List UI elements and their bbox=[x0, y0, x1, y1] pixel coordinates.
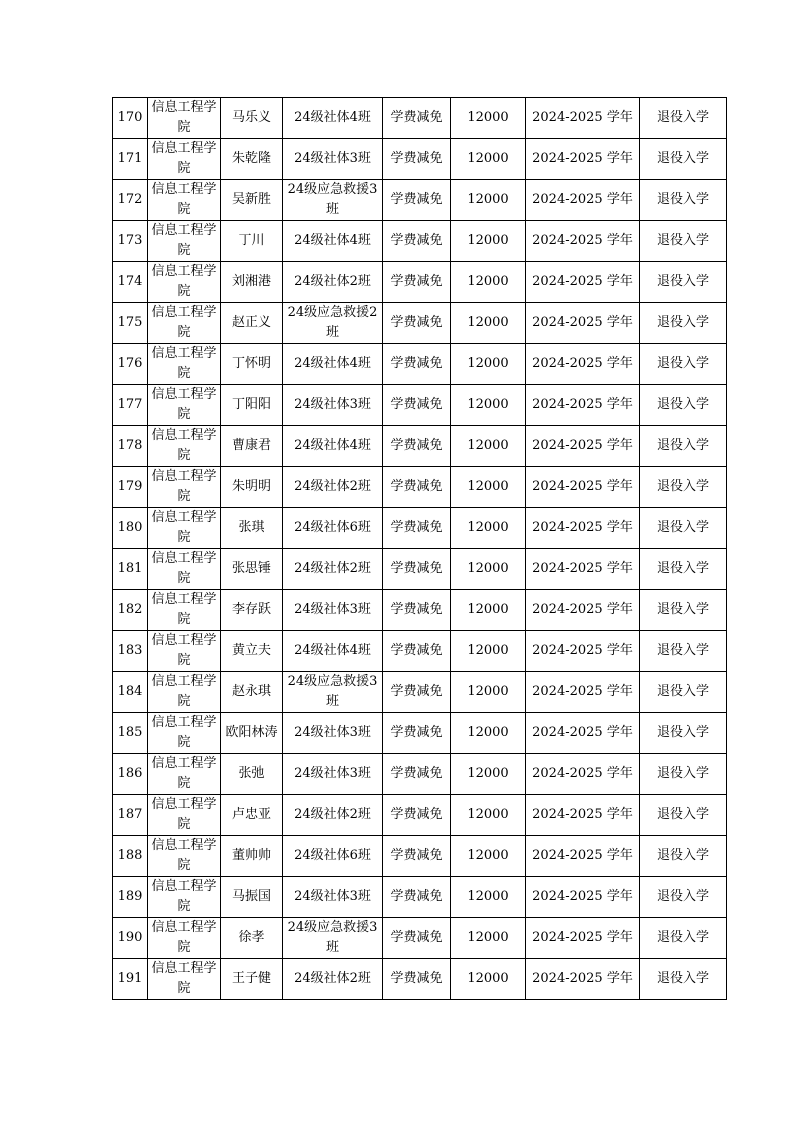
college-cell: 信息工程学院 bbox=[148, 672, 221, 713]
class-cell: 24级应急救援3班 bbox=[283, 918, 383, 959]
table-row bbox=[113, 713, 727, 754]
academic-year-cell: 2024-2025 学年 bbox=[526, 221, 640, 262]
academic-year-cell: 2024-2025 学年 bbox=[526, 795, 640, 836]
student-name-cell: 吴新胜 bbox=[221, 180, 283, 221]
academic-year-cell: 2024-2025 学年 bbox=[526, 877, 640, 918]
amount-cell: 12000 bbox=[451, 385, 526, 426]
amount-cell: 12000 bbox=[451, 590, 526, 631]
table-row bbox=[113, 426, 727, 467]
reason-cell: 退役入学 bbox=[640, 508, 727, 549]
amount-cell: 12000 bbox=[451, 139, 526, 180]
reason-cell: 退役入学 bbox=[640, 795, 727, 836]
row-number: 180 bbox=[113, 508, 148, 549]
college-cell: 信息工程学院 bbox=[148, 426, 221, 467]
student-name-cell: 马振国 bbox=[221, 877, 283, 918]
student-name-cell: 张琪 bbox=[221, 508, 283, 549]
aid-type-cell: 学费减免 bbox=[383, 549, 451, 590]
aid-type-cell: 学费减免 bbox=[383, 836, 451, 877]
academic-year-cell: 2024-2025 学年 bbox=[526, 631, 640, 672]
student-name-cell: 刘湘港 bbox=[221, 262, 283, 303]
class-cell: 24级社体3班 bbox=[283, 385, 383, 426]
table-row bbox=[113, 590, 727, 631]
amount-cell: 12000 bbox=[451, 180, 526, 221]
class-cell: 24级社体3班 bbox=[283, 713, 383, 754]
table-row bbox=[113, 754, 727, 795]
student-name-cell: 马乐义 bbox=[221, 98, 283, 139]
row-number: 178 bbox=[113, 426, 148, 467]
amount-cell: 12000 bbox=[451, 713, 526, 754]
table-body bbox=[113, 98, 727, 1000]
class-cell: 24级社体6班 bbox=[283, 836, 383, 877]
student-name-cell: 丁阳阳 bbox=[221, 385, 283, 426]
row-number: 172 bbox=[113, 180, 148, 221]
aid-type-cell: 学费减免 bbox=[383, 754, 451, 795]
table-row bbox=[113, 180, 727, 221]
amount-cell: 12000 bbox=[451, 98, 526, 139]
aid-type-cell: 学费减免 bbox=[383, 959, 451, 1000]
aid-type-cell: 学费减免 bbox=[383, 221, 451, 262]
class-cell: 24级社体2班 bbox=[283, 549, 383, 590]
row-number: 170 bbox=[113, 98, 148, 139]
academic-year-cell: 2024-2025 学年 bbox=[526, 836, 640, 877]
class-cell: 24级社体2班 bbox=[283, 959, 383, 1000]
student-name-cell: 朱乾隆 bbox=[221, 139, 283, 180]
academic-year-cell: 2024-2025 学年 bbox=[526, 713, 640, 754]
row-number: 184 bbox=[113, 672, 148, 713]
class-cell: 24级社体4班 bbox=[283, 631, 383, 672]
row-number: 177 bbox=[113, 385, 148, 426]
reason-cell: 退役入学 bbox=[640, 467, 727, 508]
table-row bbox=[113, 918, 727, 959]
college-cell: 信息工程学院 bbox=[148, 303, 221, 344]
reason-cell: 退役入学 bbox=[640, 836, 727, 877]
row-number: 186 bbox=[113, 754, 148, 795]
college-cell: 信息工程学院 bbox=[148, 262, 221, 303]
college-cell: 信息工程学院 bbox=[148, 754, 221, 795]
student-name-cell: 卢忠亚 bbox=[221, 795, 283, 836]
college-cell: 信息工程学院 bbox=[148, 221, 221, 262]
table-row bbox=[113, 385, 727, 426]
amount-cell: 12000 bbox=[451, 672, 526, 713]
student-name-cell: 王子健 bbox=[221, 959, 283, 1000]
aid-type-cell: 学费减免 bbox=[383, 139, 451, 180]
college-cell: 信息工程学院 bbox=[148, 508, 221, 549]
student-name-cell: 丁怀明 bbox=[221, 344, 283, 385]
college-cell: 信息工程学院 bbox=[148, 549, 221, 590]
academic-year-cell: 2024-2025 学年 bbox=[526, 344, 640, 385]
reason-cell: 退役入学 bbox=[640, 877, 727, 918]
reason-cell: 退役入学 bbox=[640, 303, 727, 344]
class-cell: 24级社体4班 bbox=[283, 344, 383, 385]
amount-cell: 12000 bbox=[451, 549, 526, 590]
amount-cell: 12000 bbox=[451, 959, 526, 1000]
student-name-cell: 董帅帅 bbox=[221, 836, 283, 877]
aid-type-cell: 学费减免 bbox=[383, 385, 451, 426]
aid-type-cell: 学费减免 bbox=[383, 918, 451, 959]
amount-cell: 12000 bbox=[451, 836, 526, 877]
aid-type-cell: 学费减免 bbox=[383, 877, 451, 918]
table-row bbox=[113, 795, 727, 836]
academic-year-cell: 2024-2025 学年 bbox=[526, 590, 640, 631]
academic-year-cell: 2024-2025 学年 bbox=[526, 918, 640, 959]
row-number: 183 bbox=[113, 631, 148, 672]
table-row bbox=[113, 98, 727, 139]
reason-cell: 退役入学 bbox=[640, 754, 727, 795]
reason-cell: 退役入学 bbox=[640, 590, 727, 631]
reason-cell: 退役入学 bbox=[640, 426, 727, 467]
table-row bbox=[113, 467, 727, 508]
reason-cell: 退役入学 bbox=[640, 344, 727, 385]
student-name-cell: 张思锤 bbox=[221, 549, 283, 590]
aid-type-cell: 学费减免 bbox=[383, 426, 451, 467]
academic-year-cell: 2024-2025 学年 bbox=[526, 262, 640, 303]
reason-cell: 退役入学 bbox=[640, 672, 727, 713]
amount-cell: 12000 bbox=[451, 262, 526, 303]
class-cell: 24级社体3班 bbox=[283, 139, 383, 180]
table-row bbox=[113, 877, 727, 918]
row-number: 190 bbox=[113, 918, 148, 959]
row-number: 179 bbox=[113, 467, 148, 508]
academic-year-cell: 2024-2025 学年 bbox=[526, 508, 640, 549]
college-cell: 信息工程学院 bbox=[148, 467, 221, 508]
aid-type-cell: 学费减免 bbox=[383, 795, 451, 836]
reason-cell: 退役入学 bbox=[640, 959, 727, 1000]
academic-year-cell: 2024-2025 学年 bbox=[526, 385, 640, 426]
aid-type-cell: 学费减免 bbox=[383, 713, 451, 754]
class-cell: 24级社体2班 bbox=[283, 262, 383, 303]
academic-year-cell: 2024-2025 学年 bbox=[526, 426, 640, 467]
row-number: 185 bbox=[113, 713, 148, 754]
row-number: 174 bbox=[113, 262, 148, 303]
amount-cell: 12000 bbox=[451, 918, 526, 959]
student-name-cell: 黄立夫 bbox=[221, 631, 283, 672]
college-cell: 信息工程学院 bbox=[148, 631, 221, 672]
amount-cell: 12000 bbox=[451, 221, 526, 262]
aid-type-cell: 学费减免 bbox=[383, 467, 451, 508]
amount-cell: 12000 bbox=[451, 795, 526, 836]
aid-type-cell: 学费减免 bbox=[383, 590, 451, 631]
academic-year-cell: 2024-2025 学年 bbox=[526, 467, 640, 508]
row-number: 187 bbox=[113, 795, 148, 836]
student-name-cell: 徐孝 bbox=[221, 918, 283, 959]
row-number: 173 bbox=[113, 221, 148, 262]
row-number: 176 bbox=[113, 344, 148, 385]
reason-cell: 退役入学 bbox=[640, 139, 727, 180]
reason-cell: 退役入学 bbox=[640, 918, 727, 959]
college-cell: 信息工程学院 bbox=[148, 795, 221, 836]
college-cell: 信息工程学院 bbox=[148, 98, 221, 139]
reason-cell: 退役入学 bbox=[640, 98, 727, 139]
table-row bbox=[113, 959, 727, 1000]
college-cell: 信息工程学院 bbox=[148, 836, 221, 877]
academic-year-cell: 2024-2025 学年 bbox=[526, 139, 640, 180]
table-row bbox=[113, 631, 727, 672]
academic-year-cell: 2024-2025 学年 bbox=[526, 959, 640, 1000]
amount-cell: 12000 bbox=[451, 754, 526, 795]
class-cell: 24级应急救援3班 bbox=[283, 672, 383, 713]
class-cell: 24级社体4班 bbox=[283, 426, 383, 467]
student-name-cell: 朱明明 bbox=[221, 467, 283, 508]
reason-cell: 退役入学 bbox=[640, 549, 727, 590]
table-row bbox=[113, 549, 727, 590]
row-number: 175 bbox=[113, 303, 148, 344]
amount-cell: 12000 bbox=[451, 631, 526, 672]
table-row bbox=[113, 221, 727, 262]
college-cell: 信息工程学院 bbox=[148, 180, 221, 221]
reason-cell: 退役入学 bbox=[640, 385, 727, 426]
class-cell: 24级社体2班 bbox=[283, 467, 383, 508]
college-cell: 信息工程学院 bbox=[148, 385, 221, 426]
table-row bbox=[113, 344, 727, 385]
aid-type-cell: 学费减免 bbox=[383, 98, 451, 139]
class-cell: 24级社体4班 bbox=[283, 98, 383, 139]
academic-year-cell: 2024-2025 学年 bbox=[526, 303, 640, 344]
amount-cell: 12000 bbox=[451, 426, 526, 467]
class-cell: 24级社体4班 bbox=[283, 221, 383, 262]
tuition-waiver-table bbox=[112, 97, 727, 1000]
amount-cell: 12000 bbox=[451, 877, 526, 918]
aid-type-cell: 学费减免 bbox=[383, 180, 451, 221]
student-name-cell: 欧阳林涛 bbox=[221, 713, 283, 754]
row-number: 182 bbox=[113, 590, 148, 631]
table-row bbox=[113, 262, 727, 303]
class-cell: 24级社体2班 bbox=[283, 795, 383, 836]
student-name-cell: 张弛 bbox=[221, 754, 283, 795]
academic-year-cell: 2024-2025 学年 bbox=[526, 754, 640, 795]
student-name-cell: 赵永琪 bbox=[221, 672, 283, 713]
college-cell: 信息工程学院 bbox=[148, 918, 221, 959]
class-cell: 24级社体3班 bbox=[283, 877, 383, 918]
row-number: 191 bbox=[113, 959, 148, 1000]
row-number: 188 bbox=[113, 836, 148, 877]
college-cell: 信息工程学院 bbox=[148, 877, 221, 918]
table-row bbox=[113, 139, 727, 180]
student-name-cell: 丁川 bbox=[221, 221, 283, 262]
class-cell: 24级社体6班 bbox=[283, 508, 383, 549]
college-cell: 信息工程学院 bbox=[148, 344, 221, 385]
aid-type-cell: 学费减免 bbox=[383, 672, 451, 713]
row-number: 171 bbox=[113, 139, 148, 180]
table-row bbox=[113, 303, 727, 344]
college-cell: 信息工程学院 bbox=[148, 139, 221, 180]
student-name-cell: 曹康君 bbox=[221, 426, 283, 467]
student-name-cell: 赵正义 bbox=[221, 303, 283, 344]
aid-type-cell: 学费减免 bbox=[383, 508, 451, 549]
reason-cell: 退役入学 bbox=[640, 180, 727, 221]
college-cell: 信息工程学院 bbox=[148, 959, 221, 1000]
academic-year-cell: 2024-2025 学年 bbox=[526, 98, 640, 139]
college-cell: 信息工程学院 bbox=[148, 590, 221, 631]
table-row bbox=[113, 508, 727, 549]
amount-cell: 12000 bbox=[451, 344, 526, 385]
table-row bbox=[113, 836, 727, 877]
row-number: 181 bbox=[113, 549, 148, 590]
class-cell: 24级社体3班 bbox=[283, 590, 383, 631]
amount-cell: 12000 bbox=[451, 467, 526, 508]
reason-cell: 退役入学 bbox=[640, 221, 727, 262]
reason-cell: 退役入学 bbox=[640, 631, 727, 672]
aid-type-cell: 学费减免 bbox=[383, 344, 451, 385]
reason-cell: 退役入学 bbox=[640, 713, 727, 754]
academic-year-cell: 2024-2025 学年 bbox=[526, 180, 640, 221]
class-cell: 24级应急救援2班 bbox=[283, 303, 383, 344]
table-row bbox=[113, 672, 727, 713]
student-name-cell: 李存跃 bbox=[221, 590, 283, 631]
class-cell: 24级应急救援3班 bbox=[283, 180, 383, 221]
academic-year-cell: 2024-2025 学年 bbox=[526, 549, 640, 590]
amount-cell: 12000 bbox=[451, 508, 526, 549]
aid-type-cell: 学费减免 bbox=[383, 262, 451, 303]
amount-cell: 12000 bbox=[451, 303, 526, 344]
aid-type-cell: 学费减免 bbox=[383, 303, 451, 344]
class-cell: 24级社体3班 bbox=[283, 754, 383, 795]
academic-year-cell: 2024-2025 学年 bbox=[526, 672, 640, 713]
college-cell: 信息工程学院 bbox=[148, 713, 221, 754]
row-number: 189 bbox=[113, 877, 148, 918]
aid-type-cell: 学费减免 bbox=[383, 631, 451, 672]
reason-cell: 退役入学 bbox=[640, 262, 727, 303]
